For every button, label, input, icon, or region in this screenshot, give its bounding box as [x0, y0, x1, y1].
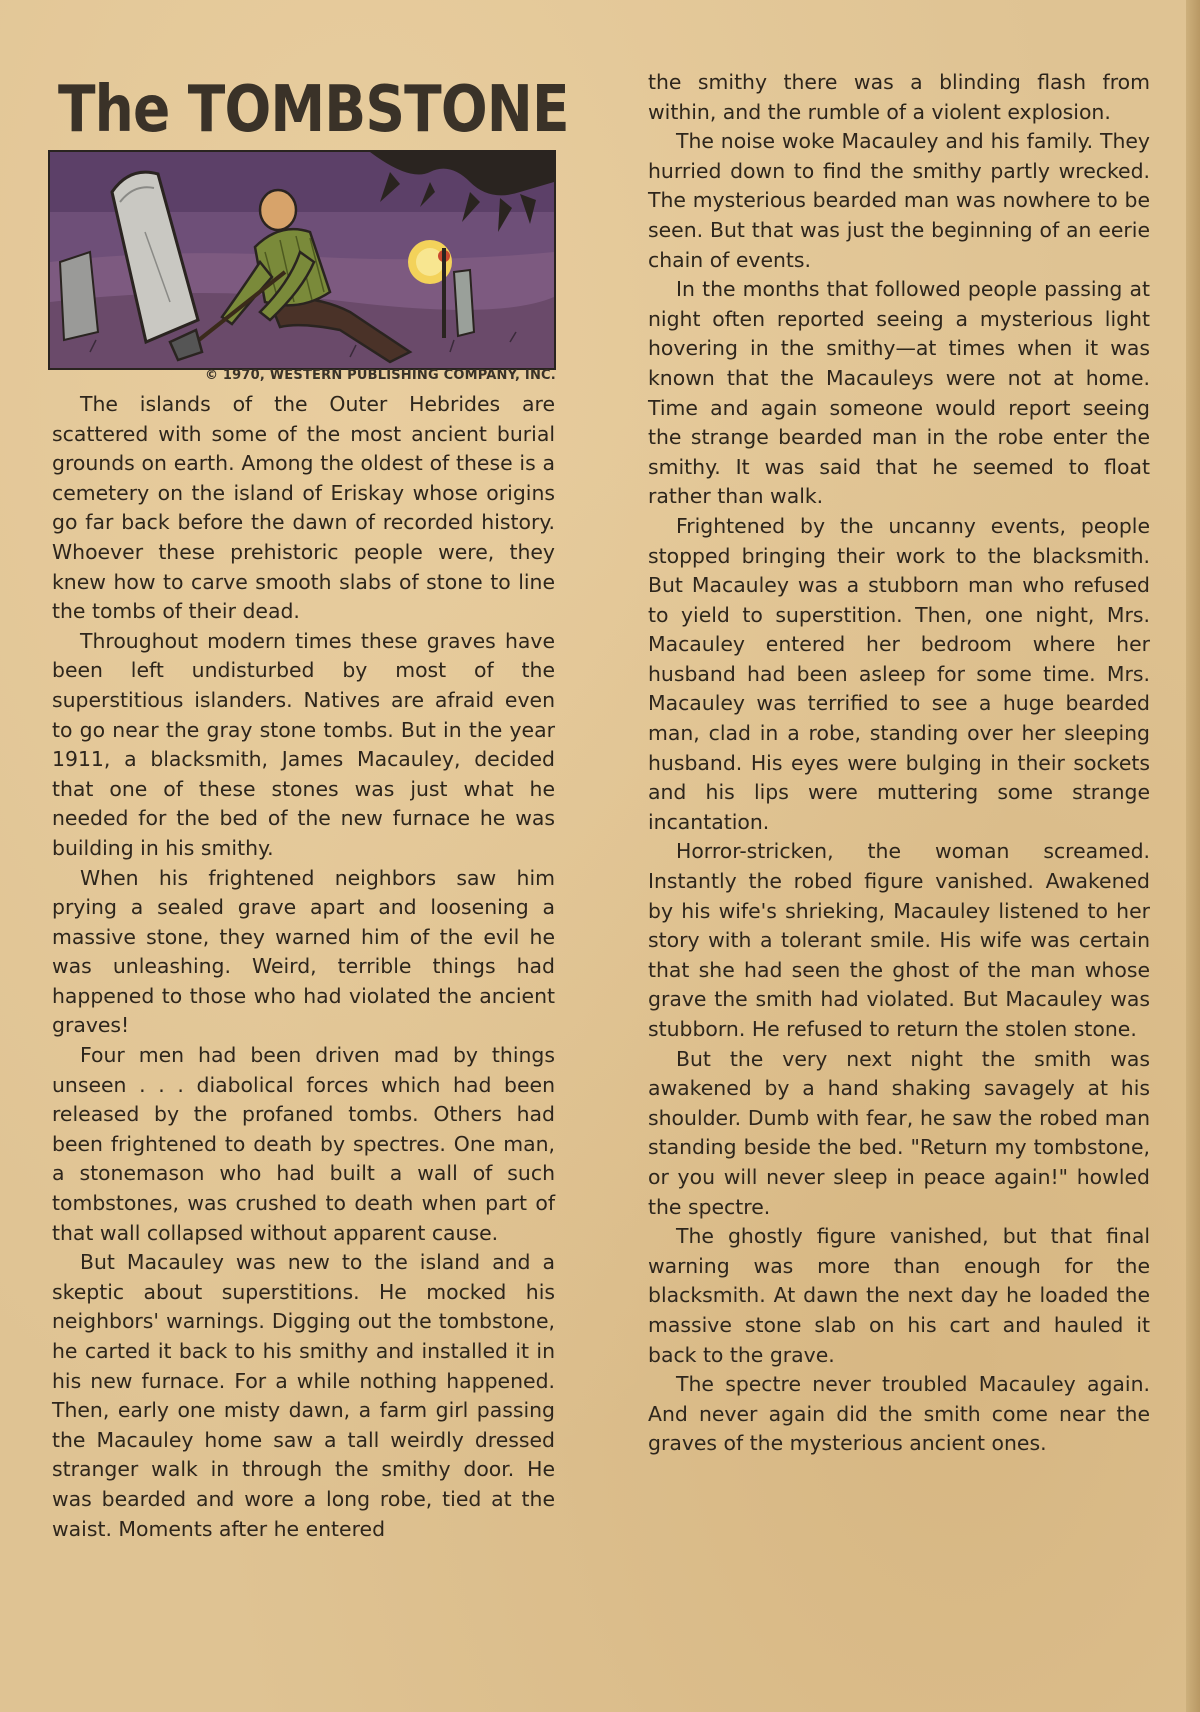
paragraph: Horror-stricken, the woman screamed. Instantly the robed figure vanished. Awakened by his wife's shrieking, Macauley listened to her story with a tolerant smile. His wife was certain that she had seen the ghost of the man whose grave the smith had violated. But Macauley was stubborn. He refused to return the stolen stone.	[648, 839, 1150, 1041]
paragraph: Throughout modern times these graves have been left undisturbed by most of the superstitious islanders. Natives are afraid even to go near the gray stone tombs. But in the year 1911, a blacksmith, James Macauley, decided that one of these stones was just what he needed for the bed of the new furnace he was building in his smithy.	[52, 628, 555, 860]
paragraph: But the very next night the smith was awakened by a hand shaking savagely at his shoulder. Dumb with fear, he saw the robed man standing beside the bed. "Return my tombstone, or you will never sleep in peace again!" howled the spectre.	[648, 1046, 1150, 1219]
paragraph: In the months that followed people passing at night often reported seeing a mysterious light hovering in the smithy—at times when it was known that the Macauleys were not at home. Time and again someone would report seeing the strange bearded man in the robe enter the smithy. It was said that he seemed to float rather than walk.	[648, 277, 1150, 509]
paragraph: When his frightened neighbors saw him prying a sealed grave apart and loosening a massive stone, they warned him of the evil he was unleashing. Weird, terrible things had happened to those who had violated the ancient graves!	[52, 865, 555, 1038]
right-column-text	[648, 68, 1150, 1459]
copyright-notice: © 1970, WESTERN PUBLISHING COMPANY, INC.	[205, 368, 556, 383]
paragraph: But Macauley was new to the island and a skeptic about superstitions. He mocked his neighbors' warnings. Digging out the tombstone, he carted it back to his smithy and installed it in his new furnace. For a while nothing happened. Then, early one misty dawn, a farm girl passing the Macauley home saw a tall weirdly dressed stranger walk in through the smithy door. He was bearded and wore a long robe, tied at the waist. Moments after he entered	[52, 1250, 555, 1541]
page-edge	[1186, 0, 1200, 1712]
graveyard-digger-illustration	[48, 150, 556, 370]
article-title: The TOMBSTONE	[58, 73, 569, 147]
paragraph: Frightened by the uncanny events, people stopped bringing their work to the blacksmith. But Macauley was a stubborn man who refused to yield to superstition. Then, one night, Mrs. Macauley entered her bedroom where her husband had been asleep for some time. Mrs. Macauley was terrified to see a huge bearded man, clad in a robe, standing over her sleeping husband. His eyes were bulging in their sockets and his lips were muttering some strange incantation.	[648, 513, 1150, 834]
paragraph: The islands of the Outer Hebrides are scattered with some of the most ancient burial grounds on earth. Among the oldest of these is a cemetery on the island of Eriskay whose origins go far back before the dawn of recorded history. Whoever these prehistoric people were, they knew how to carve smooth slabs of stone to line the tombs of their dead.	[52, 392, 555, 624]
paragraph: The spectre never troubled Macauley again. And never again did the smith come near the graves of the mysterious ancient ones.	[648, 1372, 1150, 1456]
paragraph-continuation: the smithy there was a blinding flash from within, and the rumble of a violent explosion.	[648, 70, 1150, 124]
paragraph: Four men had been driven mad by things unseen . . . diabolical forces which had been released by the profaned tombs. Others had been frightened to death by spectres. One man, a stonemason who had built a wall of such tombstones, was crushed to death when part of that wall collapsed without apparent cause.	[52, 1043, 555, 1245]
left-column-text	[52, 390, 555, 1544]
paragraph: The ghostly figure vanished, but that final warning was more than enough for the blacksmith. At dawn the next day he loaded the massive stone slab on his cart and hauled it back to the grave.	[648, 1224, 1150, 1367]
paragraph: The noise woke Macauley and his family. They hurried down to find the smithy partly wrecked. The mysterious bearded man was nowhere to be seen. But that was just the beginning of an eerie chain of events.	[648, 129, 1150, 272]
